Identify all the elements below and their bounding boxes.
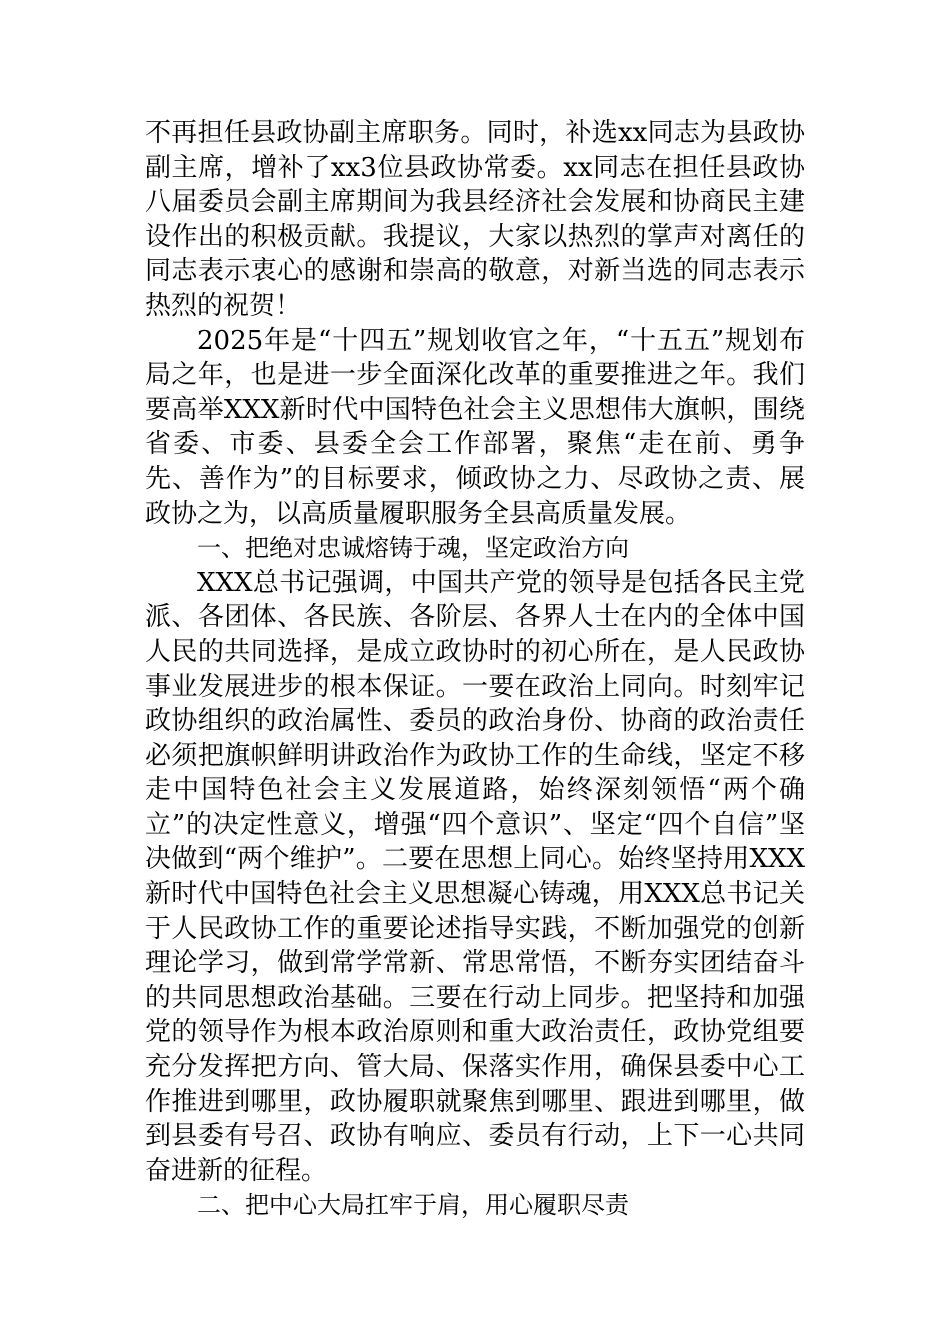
section-heading-1: 一、把绝对忠诚熔铸于魂，坚定政治方向 xyxy=(197,534,629,563)
paragraph-continuation: 不再担任县政协副主席职务。同时，补选xx同志为县政协副主席，增补了xx3位县政协常委。xx同志在担任县政协八届委员会副主席期间为我县经济社会发展和协商民主建设作出的积极贡献。我提议，大家以热烈的掌声对离任的同志表示衷心的感谢和崇高的敬意，对新当选的同志表示热烈的祝贺！ xyxy=(145,118,805,321)
document-body xyxy=(145,116,805,1223)
paragraph-political-direction: XXX总书记强调，中国共产党的领导是包括各民主党派、各团体、各民族、各阶层、各界人士在内的全体中国人民的共同选择，是成立政协时的初心所在，是人民政协事业发展进步的根本保证。一要在政治上同向。时刻牢记政协组织的政治属性、委员的政治身份、协商的政治责任必须把旗帜鲜明讲政治作为政协工作的生命线，坚定不移走中国特色社会主义发展道路，始终深刻领悟“两个确立”的决定性意义，增强“四个意识”、坚定“四个自信”坚决做到“两个维护”。二要在思想上同心。始终坚持用XXX新时代中国特色社会主义思想凝心铸魂，用XXX总书记关于人民政协工作的重要论述指导实践，不断加强党的创新理论学习，做到常学常新、常思常悟，不断夯实团结奋斗的共同思想政治基础。三要在行动上同步。把坚持和加强党的领导作为根本政治原则和重大政治责任，政协党组要充分发挥把方向、管大局、保落实作用，确保县委中心工作推进到哪里，政协履职就聚焦到哪里、跟进到哪里，做到县委有号召、政协有响应、委员有行动，上下一心共同奋进新的征程。 xyxy=(145,567,805,1186)
section-heading-2: 二、把中心大局扛牢于肩，用心履职尽责 xyxy=(197,1191,629,1220)
paragraph-2025-goals: 2025年是“十四五”规划收官之年，“十五五”规划布局之年，也是进一步全面深化改革的重要推进之年。我们要高举XXX新时代中国特色社会主义思想伟大旗帜，围绕省委、市委、县委全会工作部署，聚焦“走在前、勇争先、善作为”的目标要求，倾政协之力、尽政协之责、展政协之为，以高质量履职服务全县高质量发展。 xyxy=(145,325,805,529)
